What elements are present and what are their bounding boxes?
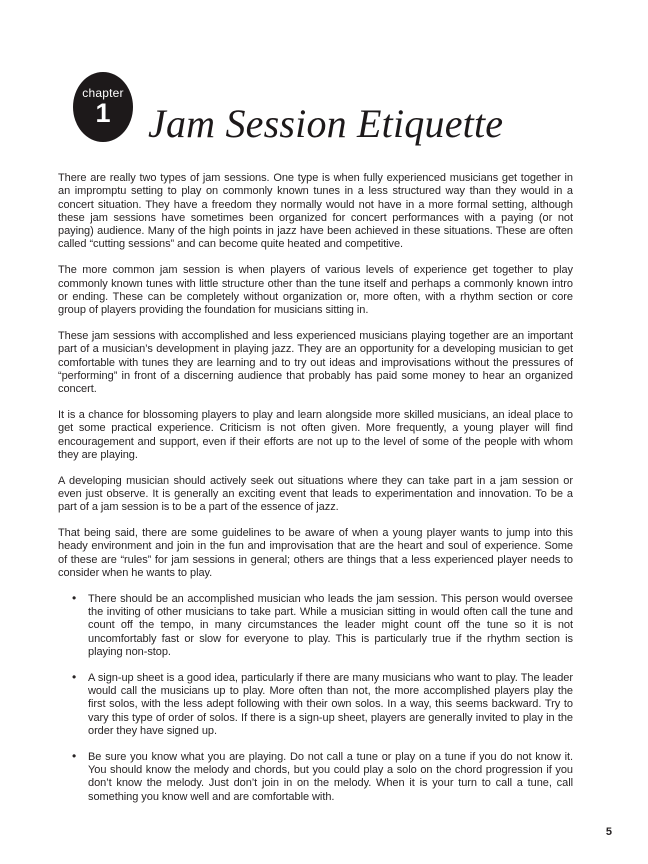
guidelines-list bbox=[58, 590, 573, 804]
paragraph-3: These jam sessions with accomplished and less experienced musicians playing together are an important part of a musician’s development in playing jazz. They are an opportunity for a developing musician to get comfortable with tunes they are learning and to try out ideas and improvisations without the pressures of “performing” in front of a discerning audience that probably has paid some money to hear an organized concert. bbox=[58, 329, 573, 396]
list-item-text: A sign-up sheet is a good idea, particularly if there are many musicians who want to play. The leader would call the musicians up to play. More often than not, the more accomplished players play the first solos, with the less adept following with their own solos. In a way, this seems backward. Try to vary this type of order of solos. If there is a sign-up sheet, players are generally invited to play in the order they have signed up. bbox=[88, 671, 573, 737]
chapter-label: chapter bbox=[82, 86, 124, 100]
paragraph-4: It is a chance for blossoming players to play and learn alongside more skilled musicians, an ideal place to get some practical experience. Criticism is not often given. More frequently, a young player will find encouragement and support, even if their efforts are not up to the level of some of the people with whom they are playing. bbox=[58, 408, 573, 461]
bullet-icon: • bbox=[72, 590, 77, 605]
list-item-text: There should be an accomplished musician who leads the jam session. This person would oversee the inviting of other musicians to take part. While a musician sitting in would often call the tune and count off the tempo, in many circumstances the leader might count off the tune so it is not uncomfortably fast or slow for everyone to play. This is particularly true if the rhythm section is playing non-stop. bbox=[88, 592, 573, 658]
paragraph-1: There are really two types of jam sessions. One type is when fully experienced musicians get together in an impromptu setting to play on commonly known tunes in a less structured way than they would in a concert situation. They have a freedom they normally would not have in a more formal setting, although these jam sessions have sometimes been organized for concert performances with a paying (or not paying) audience. Many of the high points in jazz have been achieved in these situations. These are often called “cutting sessions” and can become quite heated and competitive. bbox=[58, 172, 573, 251]
list-item-text: Be sure you know what you are playing. Do not call a tune or play on a tune if you do not know it. You should know the melody and chords, but you could play a solo on the chord progression if you don’t know the melody. Just don’t join in on the melody. When it is your turn to call a tune, call something you know well and are comfortable with. bbox=[88, 750, 573, 803]
page-number: 5 bbox=[605, 826, 612, 838]
chapter-number: 1 bbox=[95, 98, 111, 128]
chapter-header bbox=[73, 72, 504, 146]
paragraph-2: The more common jam session is when players of various levels of experience get together to play commonly known tunes with little structure other than the tune itself and perhaps a commonly known intro or ending. These can be completely without organization or, more often, with a rhythm section or core group of players providing the foundation for musicians sitting in. bbox=[58, 264, 573, 317]
list-item bbox=[58, 669, 573, 738]
bullet-icon: • bbox=[72, 748, 77, 763]
paragraph-6: That being said, there are some guidelines to be aware of when a young player wants to jump into this heady environment and join in the fun and improvisation that are the heart and soul of experience. Some of these are “rules” for jam sessions in general; others are things that a less experienced player needs to consider when he wants to play. bbox=[58, 527, 573, 579]
paragraph-5: A developing musician should actively seek out situations where they can take part in a jam session or even just observe. It is generally an exciting event that leads to experimentation and innovation. To be a part of a jam session is to be a part of the essence of jazz. bbox=[58, 474, 573, 514]
list-item bbox=[58, 748, 573, 804]
list-item bbox=[58, 590, 573, 659]
bullet-icon: • bbox=[72, 669, 77, 684]
chapter-title: Jam Session Etiquette bbox=[148, 101, 504, 146]
chapter-badge bbox=[73, 72, 133, 142]
page-content bbox=[58, 172, 573, 816]
